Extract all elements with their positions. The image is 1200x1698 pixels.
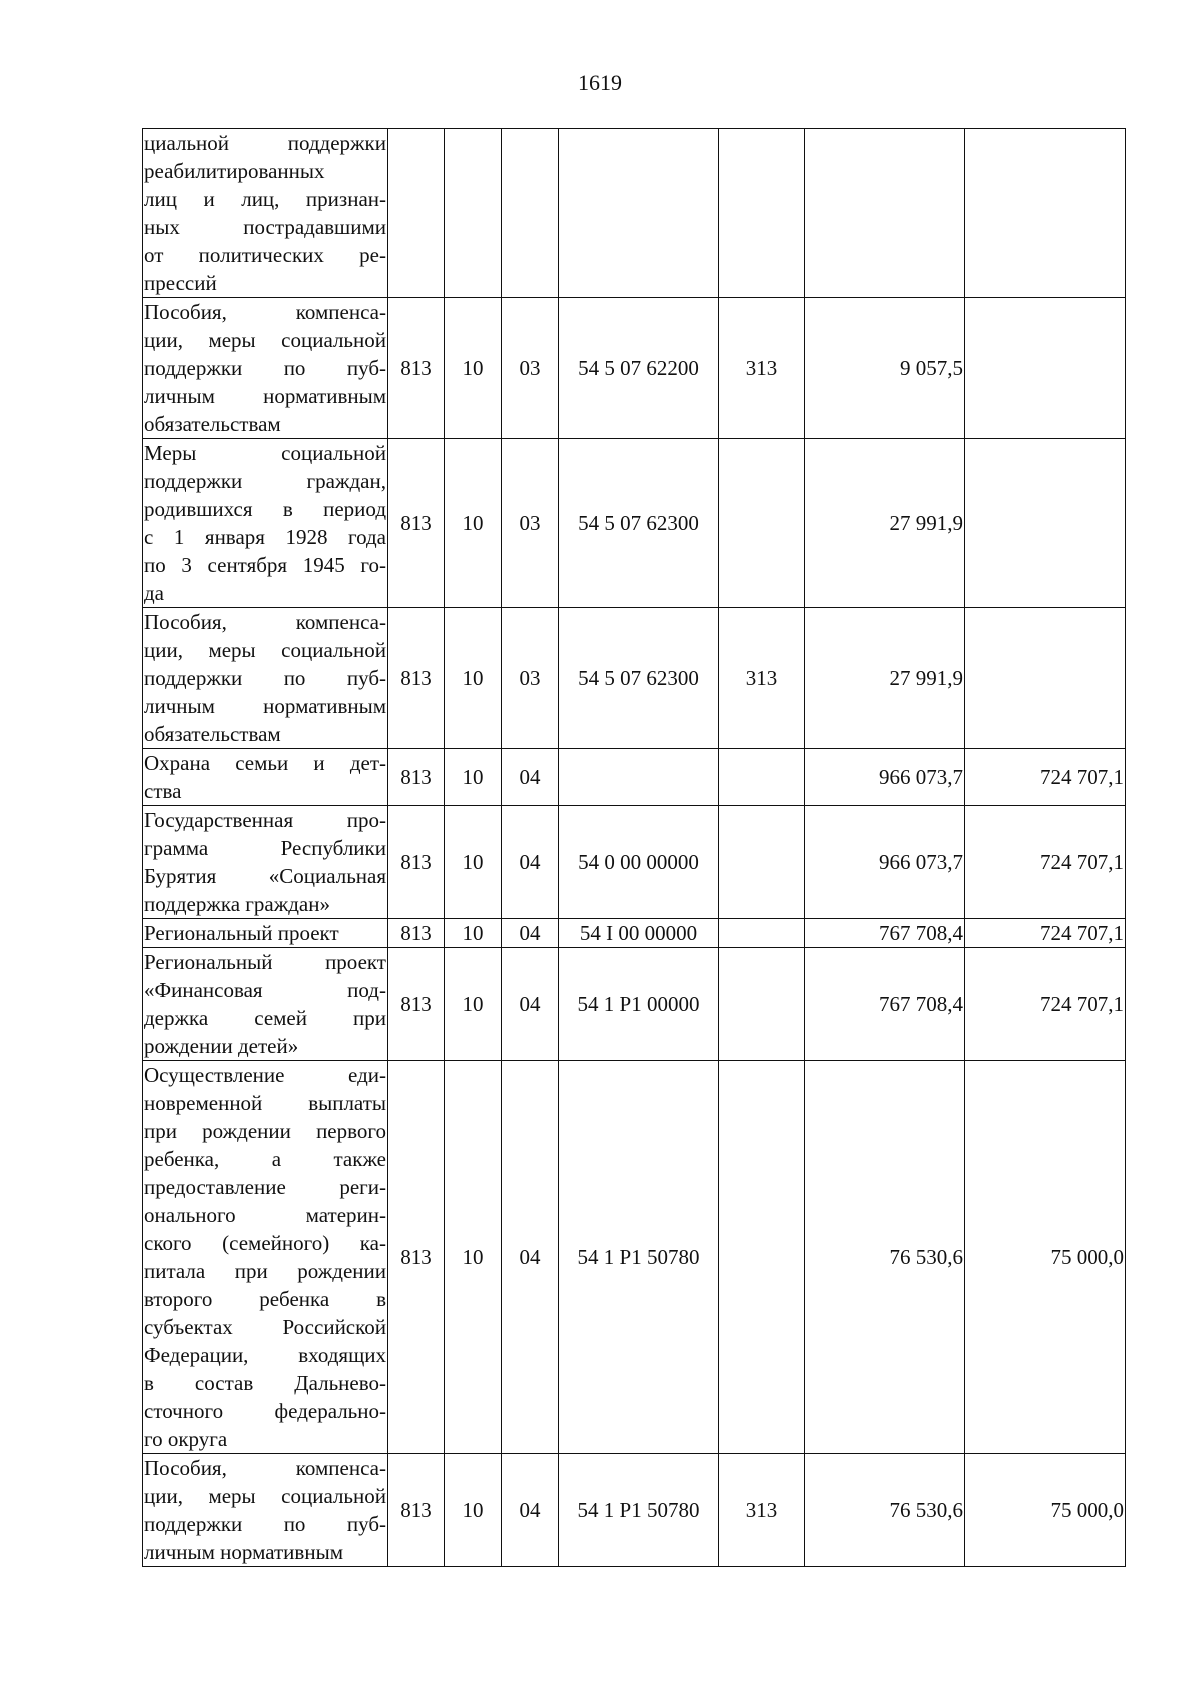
cell-razdel: 10	[445, 919, 502, 948]
cell-sum-1: 966 073,7	[805, 806, 965, 919]
table-row	[143, 749, 1126, 806]
cell-podrazdel: 04	[502, 806, 559, 919]
cell-name-line: онального материн-	[144, 1203, 386, 1227]
cell-name-line: ребенка, а также	[144, 1147, 386, 1171]
cell-razdel: 10	[445, 948, 502, 1061]
cell-name-line: го округа	[144, 1427, 228, 1451]
cell-name-line: рождении детей»	[144, 1034, 299, 1058]
cell-sum-1: 27 991,9	[805, 608, 965, 749]
cell-ved: 813	[388, 919, 445, 948]
cell-expense-type: 313	[719, 608, 805, 749]
page-number: 1619	[578, 70, 622, 95]
cell-name-line: Пособия, компенса-	[144, 610, 386, 634]
cell-sum-1: 767 708,4	[805, 948, 965, 1061]
cell-target-article: 54 I 00 00000	[559, 919, 719, 948]
table-row	[143, 298, 1126, 439]
cell-sum-2	[965, 608, 1126, 749]
cell-name	[143, 439, 388, 608]
cell-expense-type	[719, 919, 805, 948]
table-row	[143, 129, 1126, 298]
cell-sum-1: 27 991,9	[805, 439, 965, 608]
cell-name-line: от политических ре-	[144, 243, 386, 267]
cell-name-line: предоставление реги-	[144, 1175, 386, 1199]
cell-name-line: ции, меры социальной	[144, 638, 386, 662]
cell-podrazdel: 03	[502, 439, 559, 608]
cell-name-line: второго ребенка в	[144, 1287, 386, 1311]
table-row	[143, 806, 1126, 919]
cell-name-line: да	[144, 581, 165, 605]
cell-name-line: при рождении первого	[144, 1119, 386, 1143]
budget-table	[142, 128, 1126, 1567]
cell-name-line: обязательствам	[144, 722, 281, 746]
cell-sum-2: 75 000,0	[965, 1061, 1126, 1454]
cell-name-line: Осуществление еди-	[144, 1063, 386, 1087]
cell-name-line: Меры социальной	[144, 441, 386, 465]
cell-name-line: держка семей при	[144, 1006, 386, 1030]
cell-podrazdel: 03	[502, 298, 559, 439]
cell-sum-1: 76 530,6	[805, 1061, 965, 1454]
cell-ved: 813	[388, 298, 445, 439]
cell-target-article: 54 5 07 62200	[559, 298, 719, 439]
cell-name-line: личным нормативным	[144, 384, 386, 408]
cell-sum-2: 724 707,1	[965, 749, 1126, 806]
table-row	[143, 608, 1126, 749]
cell-name	[143, 749, 388, 806]
cell-name-line: обязательствам	[144, 412, 281, 436]
cell-razdel: 10	[445, 806, 502, 919]
cell-sum-2	[965, 129, 1126, 298]
cell-target-article	[559, 749, 719, 806]
cell-name	[143, 919, 388, 948]
cell-name-line: прессий	[144, 271, 217, 295]
cell-sum-1	[805, 129, 965, 298]
cell-sum-1: 966 073,7	[805, 749, 965, 806]
cell-ved: 813	[388, 1061, 445, 1454]
cell-name	[143, 298, 388, 439]
cell-name-line: поддержки граждан,	[144, 469, 386, 493]
cell-name-line: по 3 сентября 1945 го-	[144, 553, 386, 577]
table-row	[143, 948, 1126, 1061]
cell-name-line: с 1 января 1928 года	[144, 525, 386, 549]
cell-razdel: 10	[445, 1061, 502, 1454]
cell-name-line: Государственная про-	[144, 808, 386, 832]
cell-name-line: Региональный проект	[144, 950, 386, 974]
cell-name-line: ции, меры социальной	[144, 1484, 386, 1508]
cell-podrazdel	[502, 129, 559, 298]
cell-name-line: Региональный проект	[144, 921, 339, 945]
cell-expense-type	[719, 129, 805, 298]
cell-ved	[388, 129, 445, 298]
cell-name-line: Охрана семьи и дет-	[144, 751, 386, 775]
cell-ved: 813	[388, 749, 445, 806]
cell-name	[143, 948, 388, 1061]
cell-razdel	[445, 129, 502, 298]
cell-expense-type	[719, 1061, 805, 1454]
cell-target-article: 54 1 P1 50780	[559, 1061, 719, 1454]
cell-name-line: личным нормативным	[144, 1540, 343, 1564]
cell-name	[143, 608, 388, 749]
cell-expense-type	[719, 806, 805, 919]
cell-razdel: 10	[445, 1454, 502, 1567]
cell-podrazdel: 03	[502, 608, 559, 749]
cell-expense-type	[719, 948, 805, 1061]
cell-name-line: Пособия, компенса-	[144, 1456, 386, 1480]
cell-ved: 813	[388, 806, 445, 919]
cell-razdel: 10	[445, 749, 502, 806]
cell-name-line: грамма Республики	[144, 836, 386, 860]
cell-name-line: поддержки по пуб-	[144, 666, 386, 690]
cell-target-article: 54 5 07 62300	[559, 439, 719, 608]
cell-name-line: ных пострадавшими	[144, 215, 386, 239]
cell-name-line: поддержки по пуб-	[144, 1512, 386, 1536]
cell-ved: 813	[388, 608, 445, 749]
cell-name-line: питала при рождении	[144, 1259, 386, 1283]
cell-sum-2: 724 707,1	[965, 948, 1126, 1061]
cell-name-line: ства	[144, 779, 182, 803]
cell-podrazdel: 04	[502, 919, 559, 948]
cell-sum-2: 724 707,1	[965, 806, 1126, 919]
cell-name-line: личным нормативным	[144, 694, 386, 718]
cell-name-line: ского (семейного) ка-	[144, 1231, 386, 1255]
cell-name	[143, 1061, 388, 1454]
cell-target-article	[559, 129, 719, 298]
cell-name-line: поддержка граждан»	[144, 892, 330, 916]
cell-name-line: ции, меры социальной	[144, 328, 386, 352]
cell-sum-1: 9 057,5	[805, 298, 965, 439]
cell-razdel: 10	[445, 608, 502, 749]
cell-target-article: 54 1 P1 50780	[559, 1454, 719, 1567]
cell-ved: 813	[388, 948, 445, 1061]
cell-podrazdel: 04	[502, 948, 559, 1061]
cell-sum-2: 724 707,1	[965, 919, 1126, 948]
cell-name-line: Пособия, компенса-	[144, 300, 386, 324]
cell-razdel: 10	[445, 298, 502, 439]
cell-name-line: лиц и лиц, признан-	[144, 187, 386, 211]
cell-target-article: 54 0 00 00000	[559, 806, 719, 919]
cell-sum-1: 76 530,6	[805, 1454, 965, 1567]
cell-ved: 813	[388, 439, 445, 608]
table-row	[143, 919, 1126, 948]
cell-podrazdel: 04	[502, 1454, 559, 1567]
cell-name	[143, 1454, 388, 1567]
cell-target-article: 54 5 07 62300	[559, 608, 719, 749]
cell-target-article: 54 1 P1 00000	[559, 948, 719, 1061]
budget-table-body	[143, 129, 1126, 1567]
cell-name-line: поддержки по пуб-	[144, 356, 386, 380]
cell-name-line: Федерации, входящих	[144, 1343, 386, 1367]
cell-razdel: 10	[445, 439, 502, 608]
cell-expense-type	[719, 439, 805, 608]
table-row	[143, 439, 1126, 608]
cell-name-line: новременной выплаты	[144, 1091, 386, 1115]
cell-sum-2: 75 000,0	[965, 1454, 1126, 1567]
cell-name-line: «Финансовая под-	[144, 978, 386, 1002]
cell-name-line: Бурятия «Социальная	[144, 864, 386, 888]
cell-name-line: родившихся в период	[144, 497, 386, 521]
table-row	[143, 1061, 1126, 1454]
table-row	[143, 1454, 1126, 1567]
cell-ved: 813	[388, 1454, 445, 1567]
cell-name-line: сточного федерально-	[144, 1399, 386, 1423]
cell-name	[143, 129, 388, 298]
cell-podrazdel: 04	[502, 749, 559, 806]
cell-name-line: реабилитированных	[144, 159, 325, 183]
cell-sum-2	[965, 298, 1126, 439]
cell-sum-2	[965, 439, 1126, 608]
cell-expense-type	[719, 749, 805, 806]
cell-name-line: субъектах Российской	[144, 1315, 386, 1339]
cell-name-line: циальной поддержки	[144, 131, 386, 155]
cell-expense-type: 313	[719, 1454, 805, 1567]
cell-podrazdel: 04	[502, 1061, 559, 1454]
cell-name	[143, 806, 388, 919]
cell-expense-type: 313	[719, 298, 805, 439]
cell-name-line: в состав Дальнево-	[144, 1371, 386, 1395]
cell-sum-1: 767 708,4	[805, 919, 965, 948]
